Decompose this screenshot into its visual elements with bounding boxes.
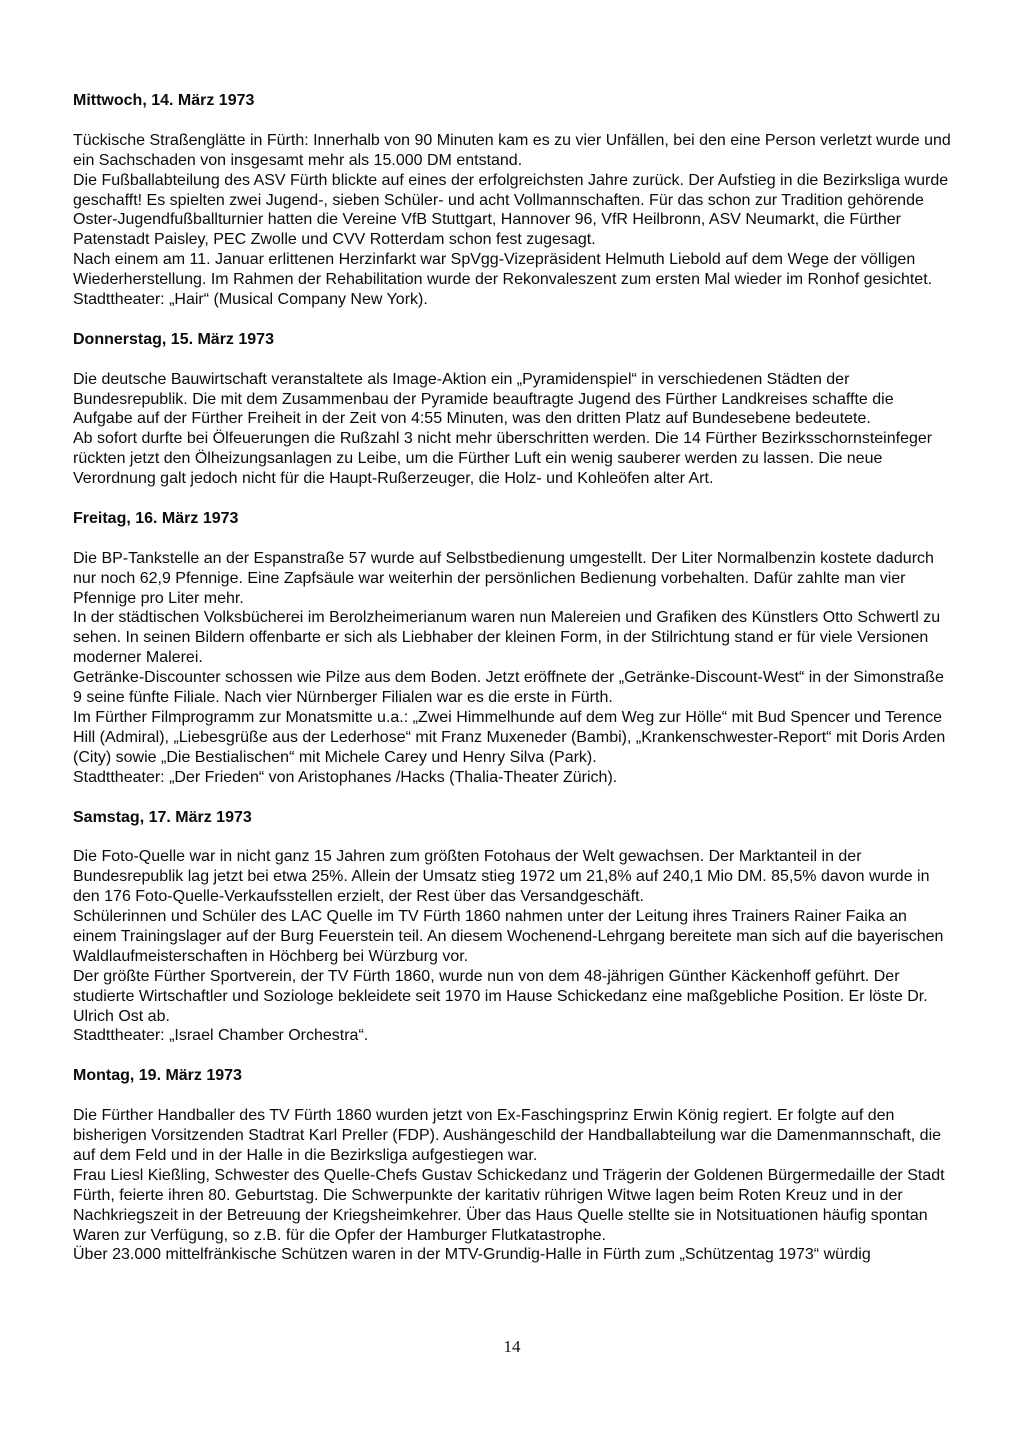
section-heading: Mittwoch, 14. März 1973 bbox=[73, 92, 255, 109]
page-footer bbox=[0, 1337, 1024, 1357]
paragraph: Getränke-Discounter schossen wie Pilze aus dem Boden. Jetzt eröffnete der „Getränke-Discount-West“ in der Simonstraße 9 seine fünfte Filiale. Nach vier Nürnberger Filialen war es die erste in Fürth. bbox=[73, 669, 944, 707]
section-thursday bbox=[73, 330, 953, 489]
paragraph: Die deutsche Bauwirtschaft veranstaltete als Image-Aktion ein „Pyramidenspiel“ in verschiedenen Städten der Bundesrepublik. Die mit dem Zusammenbau der Pyramide beauftragte Jugend des Fürther Landkreises schaffte die Aufgabe auf der Fürther Freiheit in der Zeit von 4:55 Minuten, was den dritten Platz auf Bundesebene bedeutete. bbox=[73, 370, 894, 428]
paragraph: Stadttheater: „Israel Chamber Orchestra“. bbox=[73, 1027, 369, 1045]
page-number: 14 bbox=[503, 1337, 521, 1356]
paragraph: Ab sofort durfte bei Ölfeuerungen die Rußzahl 3 nicht mehr überschritten werden. Die 14 Fürther Bezirksschornsteinfeger rückten jetzt den Ölheizungsanlagen zu Leibe, um die Fürther Luft ein wenig sauberer werden zu lassen. Die neue Verordnung galt jedoch nicht für die Haupt-Rußerzeuger, die Holz- und Kohleöfen alter Art. bbox=[73, 430, 933, 488]
paragraph: Nach einem am 11. Januar erlittenen Herzinfarkt war SpVgg-Vizepräsident Helmuth Liebold auf dem Wege der völligen Wiederherstellung. Im Rahmen der Rehabilitation wurde der Rekonvaleszent zum ersten Mal wieder im Ronhof gesichtet. bbox=[73, 251, 933, 289]
section-heading: Freitag, 16. März 1973 bbox=[73, 509, 239, 527]
section-saturday bbox=[73, 808, 953, 1047]
paragraph: Die BP-Tankstelle an der Espanstraße 57 wurde auf Selbstbedienung umgestellt. Der Liter Normalbenzin kostete dadurch nur noch 62,9 Pfennige. Eine Zapfsäule war weiterhin der persönlichen Bedienung vorbehalten. Dafür zahlte man vier Pfennige pro Liter mehr. bbox=[73, 549, 934, 607]
paragraph: Stadttheater: „Der Frieden“ von Aristophanes /Hacks (Thalia-Theater Zürich). bbox=[73, 768, 618, 786]
paragraph: Der größte Fürther Sportverein, der TV Fürth 1860, wurde nun von dem 48-jährigen Günther Käckenhoff geführt. Der studierte Wirtschaftler und Soziologe bekleidete seit 1970 im Hause Schickedanz eine maßgebliche Position. Er löste Dr. Ulrich Ost ab. bbox=[73, 967, 928, 1025]
paragraph: Stadttheater: „Hair“ (Musical Company New York). bbox=[73, 291, 428, 309]
section-monday bbox=[73, 1066, 953, 1265]
section-heading: Montag, 19. März 1973 bbox=[73, 1067, 242, 1085]
section-heading: Donnerstag, 15. März 1973 bbox=[73, 330, 274, 348]
section-friday bbox=[73, 509, 953, 788]
paragraph: Tückische Straßenglätte in Fürth: Innerhalb von 90 Minuten kam es zu vier Unfällen, bei den eine Person verletzt wurde und ein Sachschaden von insgesamt mehr als 15.000 DM entstand. bbox=[73, 131, 951, 169]
paragraph: Schülerinnen und Schüler des LAC Quelle im TV Fürth 1860 nahmen unter der Leitung ihres Trainers Rainer Faika an einem Trainingslager auf der Burg Feuerstein teil. An diesem Wochenend-Lehrgang bereitete man sich auf die bayerischen Waldlaufmeisterschaften in Höchberg bei Würzburg vor. bbox=[73, 908, 944, 965]
paragraph: Die Fürther Handballer des TV Fürth 1860 wurden jetzt von Ex-Faschingsprinz Erwin König regiert. Er folgte auf den bisherigen Vorsitzenden Stadtrat Karl Preller (FDP). Aushängeschild der Handballabteilung war die Damenmannschaft, die auf dem Feld und in der Halle in die Bezirksliga aufgestiegen war. bbox=[73, 1107, 942, 1164]
paragraph: Frau Liesl Kießling, Schwester des Quelle-Chefs Gustav Schickedanz und Trägerin der Goldenen Bürgermedaille der Stadt Fürth, feierte ihren 80. Geburtstag. Die Schwerpunkte der karitativ rührigen Witwe lagen beim Roten Kreuz und in der Nachkriegszeit in der Betreuung der Kriegsheimkehrer. Über das Haus Quelle stellte sie in Notsituationen häufig spontan Waren zur Verfügung, so z.B. für die Opfer der Hamburger Flutkatastrophe. bbox=[73, 1166, 945, 1244]
paragraph: Die Fußballabteilung des ASV Fürth blickte auf eines der erfolgreichsten Jahre zurück. Der Aufstieg in die Bezirksliga wurde geschafft! Es spielten zwei Jugend-, sieben Schüler- und acht Vollmannschaften. Für das schon zur Tradition gehörende Oster-Jugendfußballturnier hatten die Vereine VfB Stuttgart, Hannover 96, VfR Heilbronn, ASV Neumarkt, die Fürther Patenstadt Paisley, PEC Zwolle und CVV Rotterdam schon fest zugesagt. bbox=[73, 171, 949, 249]
section-wednesday bbox=[73, 91, 953, 310]
page-content bbox=[73, 91, 953, 1285]
paragraph: Über 23.000 mittelfränkische Schützen waren in der MTV-Grundig-Halle in Fürth zum „Schützentag 1973“ würdig bbox=[73, 1246, 871, 1264]
paragraph: In der städtischen Volksbücherei im Berolzheimerianum waren nun Malereien und Grafiken des Künstlers Otto Schwertl zu sehen. In seinen Bildern offenbarte er sich als Liebhaber der kleinen Form, in der Stilrichtung stand er für viele Versionen moderner Malerei. bbox=[73, 609, 941, 667]
paragraph: Im Fürther Filmprogramm zur Monatsmitte u.a.: „Zwei Himmelhunde auf dem Weg zur Hölle“ mit Bud Spencer und Terence Hill (Admiral), „Liebesgrüße aus der Lederhose“ mit Franz Muxeneder (Bambi), „Krankenschwester-Report“ mit Doris Arden (City) sowie „Die Bestialischen“ mit Michele Carey und Henry Silva (Park). bbox=[73, 709, 946, 766]
section-heading: Samstag, 17. März 1973 bbox=[73, 808, 252, 826]
paragraph: Die Foto-Quelle war in nicht ganz 15 Jahren zum größten Fotohaus der Welt gewachsen. Der Marktanteil in der Bundesrepublik lag jetzt bei etwa 25%. Allein der Umsatz stieg 1972 um 21,8% auf 240,1 Mio DM. 85,5% davon wurde in den 176 Foto-Quelle-Verkaufsstellen erzielt, der Rest über das Versandgeschäft. bbox=[73, 848, 930, 906]
